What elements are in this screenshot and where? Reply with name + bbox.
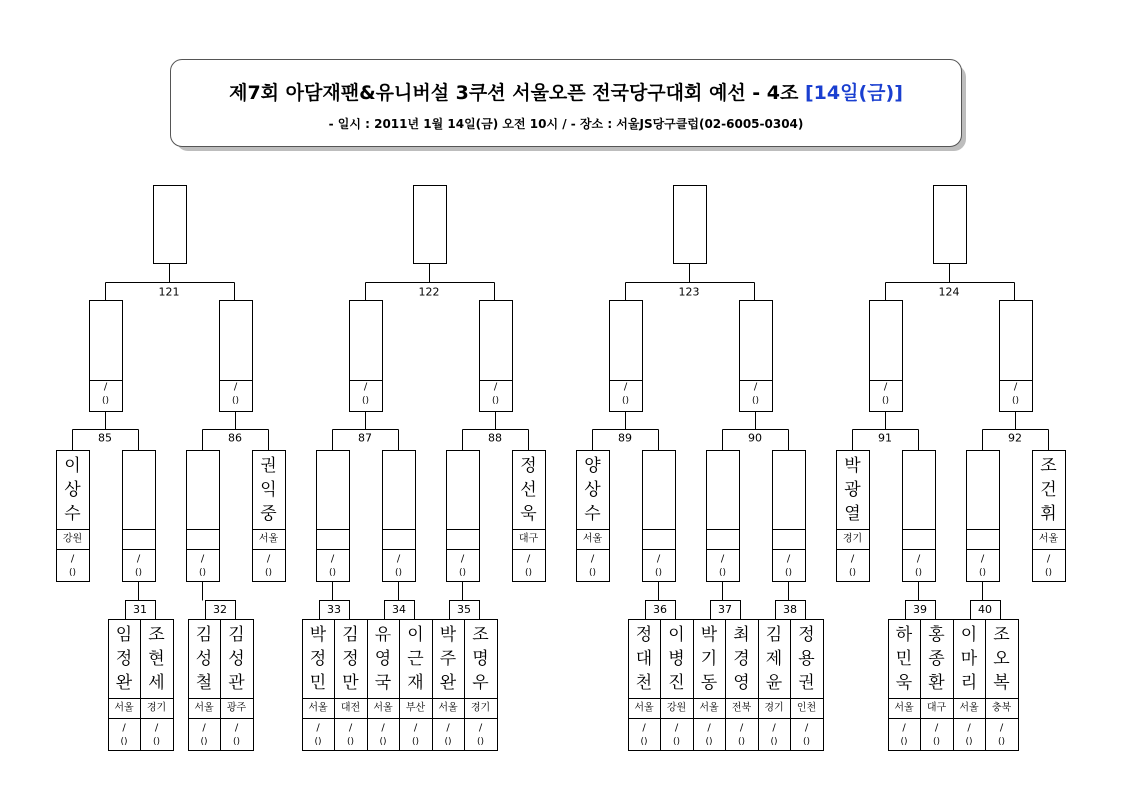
- entry-score-parens: (): [784, 568, 793, 578]
- semifinal-score-slash: /: [493, 381, 498, 393]
- player-region: 서울: [959, 702, 979, 714]
- player-name-이마리-char: 리: [960, 673, 978, 693]
- player-name-박광열-char: 열: [844, 504, 861, 524]
- player-name-하민욱-char: 민: [895, 649, 913, 669]
- player-name-하민욱-char: 욱: [895, 673, 913, 693]
- player-name-김성관-char: 관: [228, 673, 245, 693]
- match-number: 92: [1008, 431, 1022, 445]
- semifinal-slot: [350, 301, 383, 412]
- player-name-이근재-char: 이: [407, 625, 424, 645]
- entry-score-parens: (): [524, 568, 533, 578]
- player-name-김성철-char: 철: [195, 673, 213, 693]
- player-region: 경기: [470, 702, 491, 714]
- entry-score-slash: /: [526, 553, 531, 565]
- player-name-김제윤-char: 김: [765, 625, 783, 645]
- match-number: 40: [978, 603, 992, 616]
- player-score-parens: (): [411, 737, 420, 747]
- player-score-slash: /: [772, 722, 776, 734]
- event-info: - 일시 : 2011년 1월 14일(금) 오전 10시 / - 장소 : 서울JS당구클럽(02-6005-0304): [328, 117, 804, 131]
- player-name-김제윤-char: 윤: [765, 673, 783, 693]
- entry-score-parens: (): [328, 568, 337, 578]
- player-score-slash: /: [348, 722, 353, 734]
- player-region: 강원: [62, 533, 83, 545]
- player-region: 대구: [926, 702, 947, 714]
- player-name-정선욱-char: 선: [520, 480, 537, 500]
- entry-score-slash: /: [70, 553, 75, 565]
- player-name-조오복-char: 오: [993, 649, 1010, 669]
- player-region: 경기: [842, 533, 863, 545]
- player-name-정선욱-char: 욱: [520, 504, 537, 524]
- player-name-이병진-char: 이: [668, 625, 685, 645]
- match-number: 36: [653, 603, 667, 616]
- entry-score-slash: /: [980, 553, 985, 565]
- entry-score-parens: (): [978, 568, 987, 578]
- player-score-parens: (): [737, 737, 746, 747]
- player-score-slash: /: [967, 722, 971, 734]
- match-number: 91: [878, 431, 892, 445]
- player-score-slash: /: [202, 722, 206, 734]
- player-name-최경영-char: 경: [733, 649, 750, 669]
- title-main: 제7회 아담재팬&유니버설 3쿠션 서울오픈 전국당구대회 예선 - 4조: [229, 82, 805, 104]
- player-name-박정민-char: 민: [309, 673, 327, 693]
- player-region: 광주: [226, 702, 247, 714]
- player-name-박주완-char: 주: [439, 649, 457, 669]
- player-score-parens: (): [900, 737, 908, 747]
- player-score-parens: (): [705, 737, 713, 747]
- player-name-조건휘-char: 휘: [1040, 504, 1057, 524]
- player-name-임정완-char: 임: [115, 625, 133, 645]
- player-score-parens: (): [120, 737, 128, 747]
- semifinal-slot: [220, 301, 253, 412]
- player-name-이상수-char: 이: [64, 456, 81, 476]
- player-region: 충북: [991, 702, 1012, 714]
- player-score-slash: /: [902, 722, 906, 734]
- player-name-정용권-char: 권: [798, 673, 815, 693]
- entry-score-parens: (): [1044, 568, 1053, 578]
- match-number: 33: [327, 603, 341, 616]
- player-name-조현세-char: 현: [148, 649, 165, 669]
- entry-score-slash: /: [200, 553, 205, 565]
- player-name-조건휘-char: 건: [1040, 480, 1057, 500]
- entry-score-parens: (): [134, 568, 143, 578]
- player-score-parens: (): [802, 737, 811, 747]
- player-name-박기동-char: 기: [700, 649, 718, 669]
- entry-score-slash: /: [656, 553, 661, 565]
- player-name-최경영-char: 영: [733, 673, 750, 693]
- player-name-양상수-char: 수: [584, 504, 601, 524]
- player-name-조명우-char: 조: [472, 625, 489, 645]
- player-score-parens: (): [152, 737, 161, 747]
- semifinal-score-slash: /: [233, 381, 238, 393]
- player-score-parens: (): [232, 737, 241, 747]
- entry-score-slash: /: [850, 553, 855, 565]
- semifinal-slot: [90, 301, 123, 412]
- player-score-slash: /: [674, 722, 679, 734]
- player-score-slash: /: [413, 722, 418, 734]
- semifinal-score-slash: /: [363, 381, 368, 393]
- player-score-slash: /: [234, 722, 239, 734]
- player-name-권익중-char: 중: [260, 504, 277, 524]
- player-score-slash: /: [999, 722, 1004, 734]
- match-number: 87: [358, 431, 372, 445]
- player-score-slash: /: [642, 722, 646, 734]
- player-region: 전북: [731, 702, 752, 714]
- match-number: 89: [618, 431, 632, 445]
- player-region: 대구: [518, 533, 539, 545]
- entry-score-parens: (): [848, 568, 857, 578]
- player-name-조명우-char: 명: [472, 649, 489, 669]
- player-region: 서울: [373, 702, 393, 714]
- player-region: 대전: [340, 702, 361, 714]
- player-region: 서울: [634, 702, 654, 714]
- player-name-박기동-char: 동: [700, 673, 718, 693]
- title-date-highlight: [14일(금)]: [805, 82, 903, 104]
- player-name-김성관-char: 김: [228, 625, 245, 645]
- player-score-parens: (): [379, 737, 387, 747]
- semifinal-score-parens: (): [361, 396, 370, 406]
- player-name-김정만-char: 정: [342, 649, 359, 669]
- entry-score-slash: /: [136, 553, 141, 565]
- entry-score-slash: /: [266, 553, 271, 565]
- player-name-김성철-char: 김: [195, 625, 213, 645]
- player-score-parens: (): [314, 737, 322, 747]
- player-name-조명우-char: 우: [472, 673, 489, 693]
- player-name-홍종환-char: 홍: [928, 625, 945, 645]
- semifinal-score-slash: /: [753, 381, 758, 393]
- player-name-이마리-char: 마: [960, 649, 978, 669]
- player-name-유영국-char: 국: [374, 673, 392, 693]
- player-name-박정민-char: 박: [309, 625, 327, 645]
- final-winner-box: [154, 186, 187, 264]
- player-score-slash: /: [446, 722, 450, 734]
- match-number: 123: [678, 285, 700, 299]
- match-number: 32: [213, 603, 227, 616]
- player-region: 서울: [114, 702, 134, 714]
- semifinal-score-slash: /: [1013, 381, 1018, 393]
- entry-score-slash: /: [590, 553, 595, 565]
- player-name-정용권-char: 정: [798, 625, 815, 645]
- player-name-임정완-char: 완: [115, 673, 133, 693]
- player-score-parens: (): [770, 737, 778, 747]
- player-name-이병진-char: 병: [668, 649, 685, 669]
- player-name-김성철-char: 성: [195, 649, 213, 669]
- semifinal-slot: [480, 301, 513, 412]
- player-region: 서울: [894, 702, 914, 714]
- player-score-slash: /: [934, 722, 939, 734]
- semifinal-slot: [870, 301, 903, 412]
- player-name-조오복-char: 복: [993, 673, 1010, 693]
- entry-score-slash: /: [1046, 553, 1051, 565]
- player-score-parens: (): [672, 737, 681, 747]
- semifinal-score-parens: (): [881, 396, 890, 406]
- player-region: 서울: [438, 702, 458, 714]
- player-name-조오복-char: 조: [993, 625, 1010, 645]
- player-score-parens: (): [932, 737, 941, 747]
- player-name-박주완-char: 박: [439, 625, 457, 645]
- player-name-정대천-char: 대: [635, 649, 653, 669]
- semifinal-score-slash: /: [103, 381, 108, 393]
- player-score-slash: /: [381, 722, 385, 734]
- player-name-양상수-char: 양: [584, 456, 601, 476]
- player-name-박광열-char: 광: [844, 480, 861, 500]
- player-name-하민욱-char: 하: [895, 625, 913, 645]
- player-name-홍종환-char: 종: [928, 649, 945, 669]
- player-region: 부산: [405, 702, 426, 714]
- player-name-박주완-char: 완: [439, 673, 457, 693]
- semifinal-score-parens: (): [491, 396, 500, 406]
- entry-score-parens: (): [198, 568, 207, 578]
- semifinal-slot: [740, 301, 773, 412]
- player-name-정용권-char: 용: [798, 649, 815, 669]
- semifinal-score-slash: /: [883, 381, 888, 393]
- final-winner-box: [934, 186, 967, 264]
- player-region: 인천: [796, 702, 817, 714]
- match-number: 90: [748, 431, 762, 445]
- player-region: 서울: [699, 702, 719, 714]
- player-score-slash: /: [707, 722, 711, 734]
- entry-score-parens: (): [588, 568, 597, 578]
- player-region: 서울: [582, 533, 603, 545]
- player-region: 경기: [146, 702, 167, 714]
- match-number: 86: [228, 431, 242, 445]
- match-number: 31: [133, 603, 147, 616]
- player-name-유영국-char: 영: [374, 649, 392, 669]
- final-winner-box: [414, 186, 447, 264]
- player-name-이병진-char: 진: [668, 673, 685, 693]
- player-name-조현세-char: 조: [148, 625, 165, 645]
- player-score-slash: /: [154, 722, 159, 734]
- player-score-parens: (): [346, 737, 355, 747]
- player-name-조건휘-char: 조: [1040, 456, 1057, 476]
- player-name-박광열-char: 박: [844, 456, 861, 476]
- player-name-임정완-char: 정: [115, 649, 133, 669]
- match-number: 34: [392, 603, 406, 616]
- match-number: 38: [783, 603, 797, 616]
- match-number: 124: [938, 285, 960, 299]
- match-number: 88: [488, 431, 502, 445]
- player-score-parens: (): [444, 737, 452, 747]
- semifinal-score-slash: /: [623, 381, 628, 393]
- entry-score-slash: /: [786, 553, 791, 565]
- player-name-이마리-char: 이: [960, 625, 978, 645]
- player-name-김정만-char: 만: [342, 673, 359, 693]
- player-name-이근재-char: 근: [407, 649, 424, 669]
- player-region: 서울: [258, 533, 279, 545]
- player-score-slash: /: [122, 722, 126, 734]
- semifinal-score-parens: (): [751, 396, 760, 406]
- player-name-정대천-char: 천: [635, 673, 653, 693]
- player-name-이상수-char: 상: [64, 480, 81, 500]
- player-name-권익중-char: 익: [260, 480, 277, 500]
- entry-score-parens: (): [68, 568, 77, 578]
- player-region: 서울: [1038, 533, 1059, 545]
- semifinal-slot: [1000, 301, 1033, 412]
- player-name-박정민-char: 정: [309, 649, 327, 669]
- player-name-정대천-char: 정: [635, 625, 653, 645]
- player-name-김제윤-char: 제: [765, 649, 783, 669]
- entry-score-slash: /: [720, 553, 725, 565]
- entry-score-parens: (): [264, 568, 273, 578]
- match-number: 35: [457, 603, 471, 616]
- match-number: 39: [913, 603, 927, 616]
- player-region: 서울: [194, 702, 214, 714]
- player-score-parens: (): [997, 737, 1006, 747]
- player-name-홍종환-char: 환: [928, 673, 945, 693]
- player-region: 서울: [308, 702, 328, 714]
- entry-score-slash: /: [396, 553, 401, 565]
- entry-score-slash: /: [330, 553, 335, 565]
- player-name-조현세-char: 세: [148, 673, 165, 693]
- match-number: 121: [158, 285, 180, 299]
- semifinal-slot: [610, 301, 643, 412]
- player-name-유영국-char: 유: [374, 625, 392, 645]
- player-name-이근재-char: 재: [407, 673, 424, 693]
- player-name-김정만-char: 김: [342, 625, 359, 645]
- player-name-정선욱-char: 정: [520, 456, 537, 476]
- player-score-slash: /: [316, 722, 320, 734]
- semifinal-score-parens: (): [1011, 396, 1020, 406]
- player-region: 경기: [764, 702, 784, 714]
- player-score-parens: (): [476, 737, 485, 747]
- player-score-parens: (): [200, 737, 208, 747]
- player-region: 강원: [666, 702, 687, 714]
- match-number: 85: [98, 431, 112, 445]
- entry-score-parens: (): [458, 568, 467, 578]
- player-name-최경영-char: 최: [733, 625, 750, 645]
- player-name-권익중-char: 권: [260, 456, 277, 476]
- match-number: 122: [418, 285, 440, 299]
- entry-score-slash: /: [916, 553, 921, 565]
- player-score-slash: /: [804, 722, 809, 734]
- entry-score-parens: (): [914, 568, 923, 578]
- entry-score-parens: (): [394, 568, 403, 578]
- entry-score-slash: /: [460, 553, 465, 565]
- player-name-이상수-char: 수: [64, 504, 81, 524]
- player-name-양상수-char: 상: [584, 480, 601, 500]
- entry-score-parens: (): [654, 568, 663, 578]
- player-score-parens: (): [640, 737, 648, 747]
- player-name-박기동-char: 박: [700, 625, 718, 645]
- player-score-parens: (): [965, 737, 973, 747]
- match-number: 37: [718, 603, 732, 616]
- entry-score-parens: (): [718, 568, 727, 578]
- semifinal-score-parens: (): [101, 396, 110, 406]
- final-winner-box: [674, 186, 707, 264]
- player-name-김성관-char: 성: [228, 649, 245, 669]
- semifinal-score-parens: (): [231, 396, 240, 406]
- player-score-slash: /: [739, 722, 744, 734]
- semifinal-score-parens: (): [621, 396, 630, 406]
- player-score-slash: /: [478, 722, 483, 734]
